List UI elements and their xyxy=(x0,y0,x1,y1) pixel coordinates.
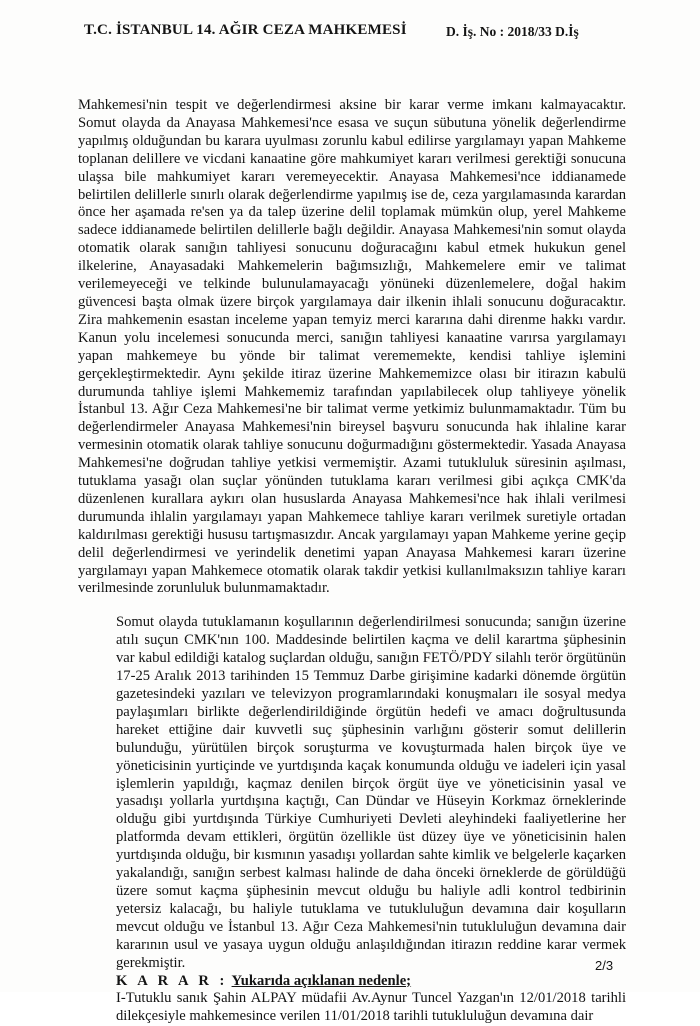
karar-label: K A R A R : xyxy=(116,972,228,989)
paragraph-2: Somut olayda tutuklamanın koşullarının değerlendirilmesi sonucunda; sanığın üzerine atılı suçun CMK'nın 100. Maddesinde belirtilen kaçma ve delil karartma şüphesinin var kabul edildiği katalog suçlardan olduğu, sanığın FETÖ/PDY silahlı terör örgütünün 17-25 Aralık 2013 tarihinden 15 Temmuz Darbe girişimine kadarki dönemde örgütün gazetesindeki yazıları ve televizyon programlarındaki konuşmaları ile sosyal medya paylaşımları birlikte değerlendirildiğinde örgütün hedefi ve amacı doğrultusunda hareket ettiğine dair kuvvetli suç şüphesinin varlığını gösterir somut delillerin bulunduğu, yürütülen birçok soruşturma ve kovuşturmada halen birçok üye ve yöneticisinin yurtiçinde ve yurtdışında kaçak konumunda olduğu ve iadeleri için yasal işlemlerin yapıldığı, kaçmaz denilen birçok örgüt üye ve yöneticisinin yasal ve yasadışı yollarla yurtdışına kaçtığı, Can Dündar ve Hüseyin Korkmaz örneklerinde olduğu gibi yurtdışında Türkiye Cumhuriyeti Devleti aleyhindeki faaliyetlerine her platformda devam ettikleri, örgütün özellikle üst düzey üye ve yöneticisinin halen yurtdışında olduğu, bir kısmının yasadışı yollardan sahte kimlik ve belgelerle kaçarken yakalandığı, sanığın serbest kalması halinde de daha önceki örneklerde de görüldüğü üzere somut kaçma şüphesinin mevcut olduğu bu haliyle adli kontrol tedbirinin yetersiz kalacağı, bu haliyle tutuklama ve tutukluluğun devamına dair koşulların mevcut olduğu ve İstanbul 13. Ağır Ceza Mahkemesi'nin tutukluluğun devamına dair kararının usul ve yasaya uygun olduğu anlaşıldığından itirazın reddine karar vermek gerekmiştir. xyxy=(116,614,626,971)
paragraph-3: I-Tutuklu sanık Şahin ALPAY müdafii Av.Aynur Tuncel Yazgan'ın 12/01/2018 tarihli dilekçesiyle mahkemesince verilen 11/01/2018 tarihli tutukluluğun devamına dair xyxy=(116,990,626,1025)
karar-description: Yukarıda açıklanan nedenle; xyxy=(231,972,412,989)
paragraph-1: Mahkemesi'nin tespit ve değerlendirmesi aksine bir karar verme imkanı kalmayacaktır. Somut olayda da Anayasa Mahkemesi'nce esasa ve suçun sübutuna yönelik değerlendirme yapılmış olduğundan bu karara uyulması zorunlu kabul edilirse yargılamayı yapan Mahkeme toplanan delillere ve vicdani kanaatine göre mahkumiyet kararı verilmesi gerektiği sonucuna ulaşsa bile mahkumiyet kararı veremeyecektir. Anayasa Mahkemesi'nce iddianamede belirtilen delillerle sınırlı olarak değerlendirme yapılmış ise de, ceza yargılamasında karardan önce her aşamada re'sen ya da talep üzerine delil toplamak mümkün olup, yerel Mahkeme sadece iddianamede belirtilen delillerle bağlı değildir. Anayasa Mahkemesi'nin somut olayda otomatik olarak sanığın tahliyesi sonucunu doğuracağını kabul etmek hukukun genel ilkelerine, Anayasadaki Mahkemelerin bağımsızlığı, Mahkemelere emir ve talimat verilemeyeceği ve telkinde bulunulamayacağı yönüneki düzenlemelere, doğal hakim güvencesi başta olmak üzere birçok yargılamaya dair ilkenin ihlali sonucunu doğuracaktır. Zira mahkemenin esastan inceleme yapan temyiz merci kararına dahi direnme hakkı vardır. Kanun yolu incelemesi sonucunda merci, sanığın tahliyesi kanaatine varırsa yargılamayı yapan mahkemeye bu yönde bir talimat verememekte, kendisi tahliye işlemini gerçekleştirmektedir. Aynı şekilde itiraz üzerine Mahkememizce olası bir itirazın kabulü durumunda tahliye işlemi Mahkememiz tarafından yapılabilecek olup tahliyeye yönelik İstanbul 13. Ağır Ceza Mahkemesi'ne bir talimat verme yetkimiz bulunmamaktadır. Tüm bu değerlendirmeler Anayasa Mahkemesi'nin bireysel başvuru sonucunda hak ihlaline karar vermesinin otomatik olarak tahliye sonucunu doğurmadığını göstermektedir. Yasada Anayasa Mahkemesi'ne doğrudan tahliye yetkisi vermemiştir. Azami tutukluluk süresinin aşılması, tutuklama yasağı olan suçlar yönünden tutuklama kararı verilmesi gibi açıkça CMK'da düzenlenen kurallara aykırı olan hususlarda Anayasa Mahkemesi'nce hak ihlali verilmesi durumunda ihlalin yargılamayı yapan Mahkemece tahliye kararı verilmek suretiyle ortadan kaldırılması gerektiği hususu tartışmasızdır. Ancak yargılamayı yapan Mahkeme yerine geçip delil değerlendirmesi ve yerindelik denetimi yapan Anayasa Mahkemesi kararı üzerine yargılamayı yapan Mahkemece otomatik olarak takdir yetkisi kullanılmaksızın tahliye kararı verilmesinde zorunluluk bulunmamaktadır. xyxy=(78,97,626,597)
court-name: T.C. İSTANBUL 14. AĞIR CEZA MAHKEMESİ xyxy=(84,22,407,38)
file-number: D. İş. No : 2018/33 D.İş xyxy=(446,24,579,39)
document-body xyxy=(78,97,626,1026)
karar-heading xyxy=(78,973,626,991)
page-number: 2/3 xyxy=(595,958,614,973)
